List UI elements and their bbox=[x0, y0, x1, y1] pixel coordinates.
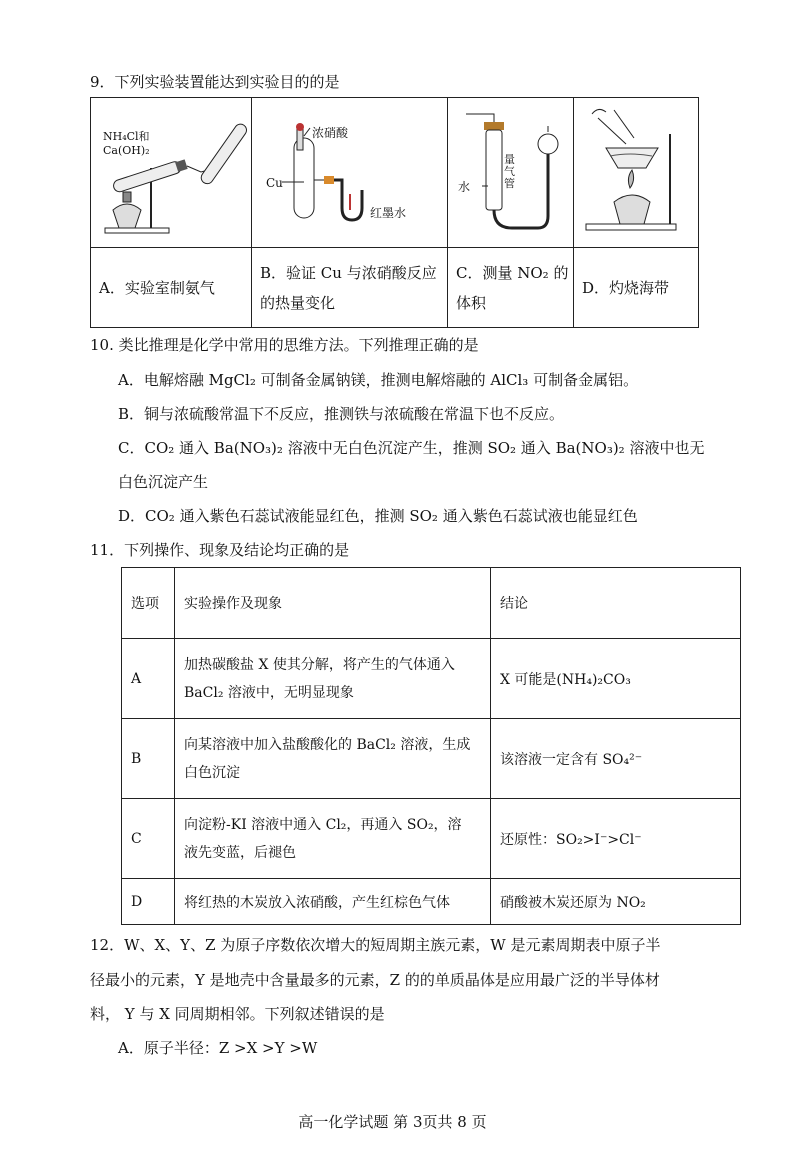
label-conc-nitric-acid: 浓硝酸 bbox=[312, 126, 349, 140]
q12-line3: 料， Y 与 X 同周期相邻。下列叙述错误的是 bbox=[90, 1005, 385, 1023]
q9-caption-c: C．测量 NO₂ 的 体积 bbox=[448, 248, 574, 328]
q9-caption-a: A．实验室制氨气 bbox=[91, 248, 252, 328]
q11-header-operation: 实验操作及现象 bbox=[175, 568, 491, 639]
label-gas-tube: 量气管 bbox=[504, 153, 515, 190]
label-water: 水 bbox=[458, 180, 471, 194]
q10-option-d: D．CO₂ 通入紫色石蕊试液能显红色，推测 SO₂ 通入紫色石蕊试液也能显红色 bbox=[118, 507, 638, 525]
label-nh4cl: NH₄Cl和 bbox=[103, 130, 150, 143]
q9-figure-b bbox=[252, 98, 448, 248]
q11-row-c-conclusion: 还原性：SO₂>I⁻>Cl⁻ bbox=[491, 799, 741, 879]
q11-row-a-operation: 加热碳酸盐 X 使其分解，将产生的气体通入 BaCl₂ 溶液中，无明显现象 bbox=[175, 639, 491, 719]
q10-option-b: B．铜与浓硫酸常温下不反应，推测铁与浓硫酸在常温下也不反应。 bbox=[118, 405, 565, 423]
q11-row-b-option: B bbox=[122, 719, 175, 799]
q11-table bbox=[121, 567, 741, 925]
q11-row-d-conclusion: 硝酸被木炭还原为 NO₂ bbox=[491, 879, 741, 925]
q12-line2: 径最小的元素，Y 是地壳中含量最多的元素，Z 的的单质晶体是应用最广泛的半导体材 bbox=[90, 971, 660, 989]
q12-line1: 12．W、X、Y、Z 为原子序数依次增大的短周期主族元素，W 是元素周期表中原子半 bbox=[90, 936, 661, 954]
gas-volume-drawing bbox=[448, 98, 573, 247]
page-footer: 高一化学试题 第 3页共 8 页 bbox=[298, 1113, 487, 1131]
q11-row-d-option: D bbox=[122, 879, 175, 925]
q10-option-c-line2: 白色沉淀产生 bbox=[118, 473, 209, 491]
q11-header-option: 选项 bbox=[122, 568, 175, 639]
q9-caption-b: B．验证 Cu 与浓硝酸反应 的热量变化 bbox=[252, 248, 448, 328]
q11-stem: 11．下列操作、现象及结论均正确的是 bbox=[90, 541, 350, 559]
q9-figure-c bbox=[448, 98, 574, 248]
kelp-burning-drawing bbox=[574, 98, 698, 247]
q12-option-a: A．原子半径：Z >X >Y >W bbox=[118, 1039, 318, 1057]
q10-option-c-line1: C．CO₂ 通入 Ba(NO₃)₂ 溶液中无白色沉淀产生，推测 SO₂ 通入 Ba(NO₃)₂ 溶液中也无 bbox=[118, 439, 705, 457]
q10-option-a: A．电解熔融 MgCl₂ 可制备金属钠镁，推测电解熔融的 AlCl₃ 可制备金属铝。 bbox=[118, 371, 639, 389]
ammonia-apparatus-drawing bbox=[91, 98, 251, 247]
q9-figure-d bbox=[574, 98, 699, 248]
label-red-ink: 红墨水 bbox=[370, 206, 407, 220]
q11-header-conclusion: 结论 bbox=[491, 568, 741, 639]
q9-caption-d: D．灼烧海带 bbox=[574, 248, 699, 328]
label-cu: Cu bbox=[266, 176, 283, 190]
q10-stem: 10. 类比推理是化学中常用的思维方法。下列推理正确的是 bbox=[90, 336, 479, 354]
q11-row-c-operation: 向淀粉-KI 溶液中通入 Cl₂，再通入 SO₂，溶 液先变蓝，后褪色 bbox=[175, 799, 491, 879]
q11-row-b-operation: 向某溶液中加入盐酸酸化的 BaCl₂ 溶液，生成 白色沉淀 bbox=[175, 719, 491, 799]
q9-figure-a bbox=[91, 98, 252, 248]
q11-row-c-option: C bbox=[122, 799, 175, 879]
copper-reaction-drawing bbox=[252, 98, 447, 247]
q9-stem: 9．下列实验装置能达到实验目的的是 bbox=[90, 73, 340, 91]
q11-row-a-option: A bbox=[122, 639, 175, 719]
q11-row-d-operation: 将红热的木炭放入浓硝酸，产生红棕色气体 bbox=[175, 879, 491, 925]
q11-row-a-conclusion: X 可能是(NH₄)₂CO₃ bbox=[491, 639, 741, 719]
q11-row-b-conclusion: 该溶液一定含有 SO₄²⁻ bbox=[491, 719, 741, 799]
label-caoh2: Ca(OH)₂ bbox=[103, 144, 150, 157]
q9-apparatus-table bbox=[90, 97, 699, 328]
